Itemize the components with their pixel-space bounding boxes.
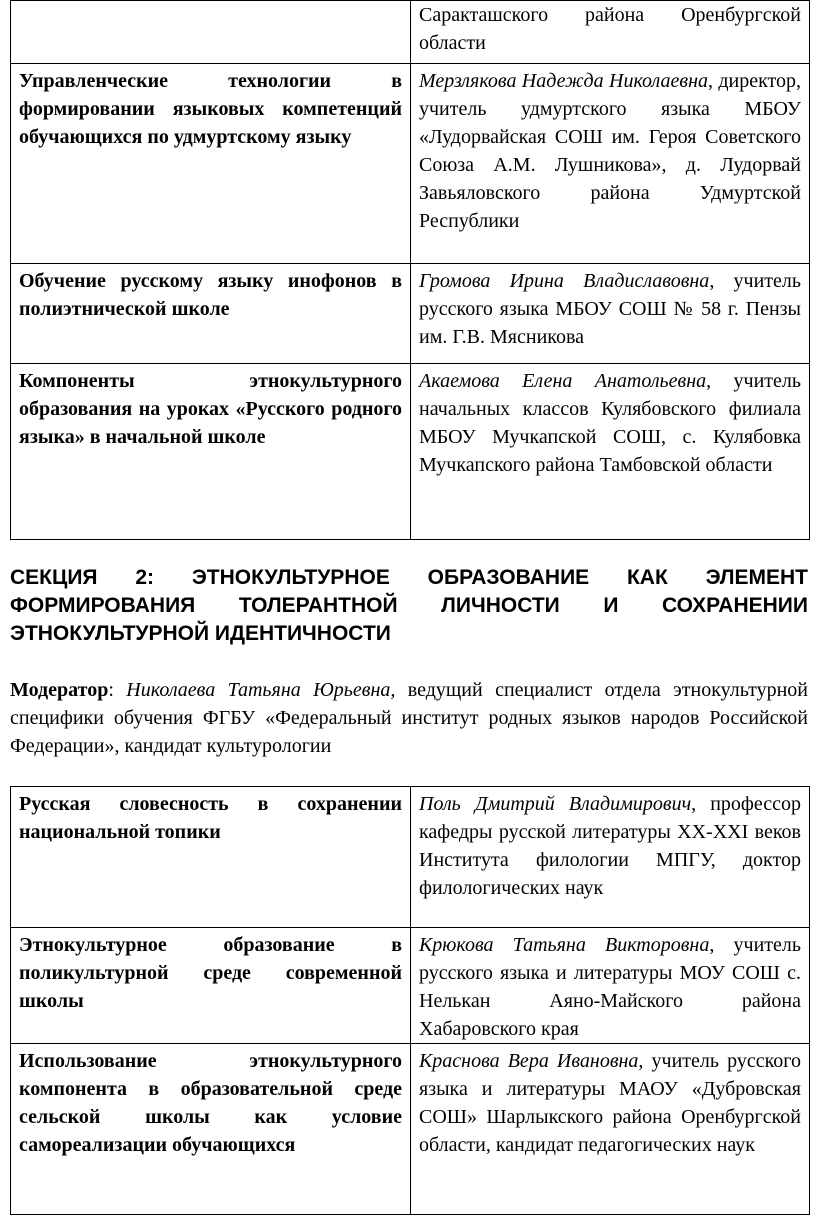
moderator-details: ведущий специалист отдела этнокультурной специфики обучения ФГБУ «Федеральный институт родных языков народов Российской Федерации», кандидат культурологии <box>10 679 808 757</box>
speaker-details: , директор, учитель удмуртского языка МБОУ «Лудорвайская СОШ им. Героя Советского Союза А.М. Лушникова», д. Лудорвай Завьяловского района Удмуртской Республики <box>419 70 802 232</box>
speaker-name: Поль Дмитрий Владимирович <box>419 793 692 815</box>
speaker-details: Саракташского района Оренбургской области <box>419 4 801 54</box>
table-row <box>11 787 810 928</box>
topic-cell <box>11 787 411 928</box>
speaker-name: Акаемова Елена Анатольевна <box>419 370 707 392</box>
speaker-cell <box>411 264 810 364</box>
topic-cell <box>11 264 411 364</box>
topic-title: Этнокультурное образование в поликультурной среде современной школы <box>19 934 402 1012</box>
moderator-paragraph <box>10 676 808 760</box>
speaker-details: , учитель русского языка МБОУ СОШ № 58 г. Пензы им. Г.В. Мясникова <box>419 270 801 348</box>
speaker-name: Крюкова Татьяна Викторовна <box>419 934 710 956</box>
topic-title: Использование этнокультурного компонента в образовательной среде сельской школы как условие самореализации обучающихся <box>19 1050 402 1156</box>
topic-cell <box>11 1 411 64</box>
topic-cell <box>11 364 411 540</box>
speaker-name: Краснова Вера Ивановна <box>419 1050 639 1072</box>
table-row <box>11 1044 810 1215</box>
topic-title: Обучение русскому языку инофонов в полиэтнической школе <box>19 270 402 320</box>
speaker-cell <box>411 928 810 1044</box>
topic-cell <box>11 64 411 264</box>
topic-title: Компоненты этнокультурного образования на уроках «Русского родного языка» в начальной школе <box>19 370 402 448</box>
speaker-cell <box>411 64 810 264</box>
topic-cell <box>11 928 411 1044</box>
speaker-cell <box>411 1044 810 1215</box>
moderator-name: Николаева Татьяна Юрьевна, <box>126 679 396 701</box>
program-table-1 <box>10 0 810 540</box>
speaker-name: Мерзлякова Надежда Николаевна <box>419 70 708 92</box>
program-table-2 <box>10 786 810 1215</box>
speaker-cell <box>411 787 810 928</box>
speaker-details: , учитель русского языка и литературы МАОУ «Дубровская СОШ» Шарлыкского района Оренбургской области, кандидат педагогических наук <box>419 1050 801 1156</box>
speaker-details: , профессор кафедры русской литературы XX-XXI веков Института филологии МПГУ, доктор филологических наук <box>419 793 802 899</box>
table-row <box>11 1 810 64</box>
table-row <box>11 364 810 540</box>
table-row <box>11 64 810 264</box>
topic-title: Русская словесность в сохранении национальной топики <box>19 793 402 843</box>
speaker-cell <box>411 364 810 540</box>
speaker-cell <box>411 1 810 64</box>
table-row <box>11 264 810 364</box>
topic-cell <box>11 1044 411 1215</box>
section-heading: СЕКЦИЯ 2: ЭТНОКУЛЬТУРНОЕ ОБРАЗОВАНИЕ КАК ЭЛЕМЕНТ ФОРМИРОВАНИЯ ТОЛЕРАНТНОЙ ЛИЧНОСТИ И СОХРАНЕНИИ ЭТНОКУЛЬТУРНОЙ ИДЕНТИЧНОСТИ <box>10 566 808 645</box>
topic-title: Управленческие технологии в формировании языковых компетенций обучающихся по удмуртскому языку <box>19 70 402 148</box>
speaker-details: , учитель русского языка и литературы МОУ СОШ с. Нелькан Аяно-Майского района Хабаровского края <box>419 934 801 1040</box>
speaker-name: Громова Ирина Владиславовна <box>419 270 710 292</box>
moderator-label: Модератор <box>10 679 109 701</box>
moderator-separator: : <box>108 679 127 701</box>
table-row <box>11 928 810 1044</box>
speaker-details: , учитель начальных классов Кулябовского филиала МБОУ Мучкапской СОШ, с. Кулябовка Мучкапского района Тамбовской области <box>419 370 801 476</box>
